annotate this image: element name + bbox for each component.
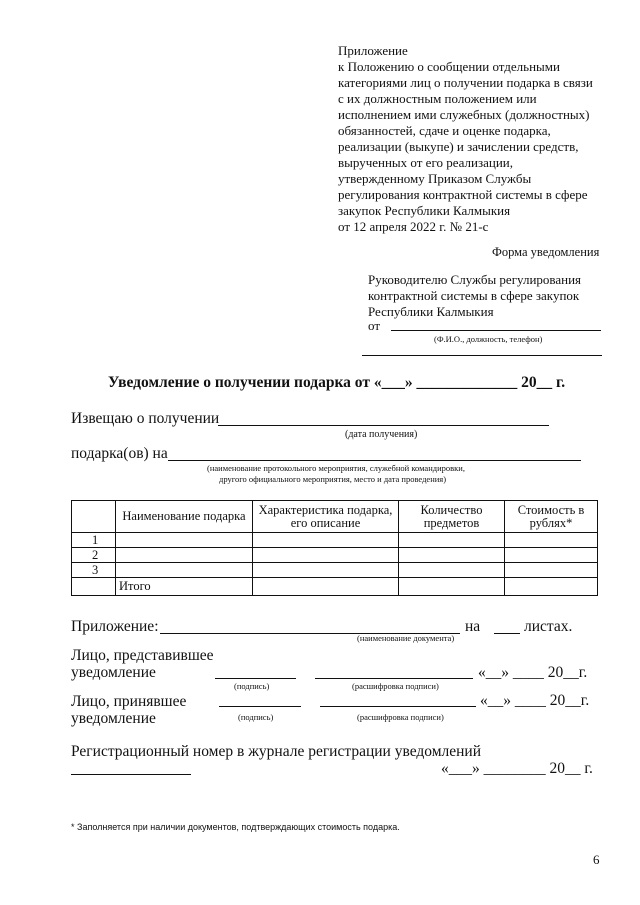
cell-empty: [399, 578, 505, 596]
cell-empty: [505, 548, 598, 563]
receiver-decode-caption: (расшифровка подписи): [357, 712, 444, 722]
date-received-line: [218, 425, 549, 426]
cell-empty: [116, 548, 253, 563]
receiver-sign-caption: (подпись): [238, 712, 274, 722]
table-total-row: [72, 578, 598, 596]
cell-empty: [253, 533, 399, 548]
appendix-line: категориями лиц о получении подарка в связи: [338, 75, 593, 90]
appendix-line: закупок Республики Калмыкия: [338, 203, 511, 218]
presenter-decode-line: [315, 678, 473, 679]
form-label: Форма уведомления: [492, 245, 600, 259]
appendix-line: от 12 апреля 2022 г. № 21-с: [338, 219, 489, 234]
appendix-line: исполнением ими служебных (должностных): [338, 107, 590, 122]
cell-empty: [505, 533, 598, 548]
receiver-label-2: уведомление: [71, 710, 156, 727]
appendix-line: реализации (выкупе) и зачислении средств,: [338, 139, 579, 154]
presenter-sign-caption: (подпись): [234, 681, 270, 691]
appendix-line: с их должностным положением или: [338, 91, 537, 106]
from-caption: (Ф.И.О., должность, телефон): [434, 334, 543, 344]
presenter-sign-line: [215, 678, 296, 679]
receiver-date: «__» ____ 20__г.: [480, 692, 590, 709]
appendix-line: утвержденному Приказом Службы: [338, 171, 532, 186]
presenter-date: «__» ____ 20__г.: [478, 664, 588, 681]
document-title: Уведомление о получении подарка от «___» _____________ 20__ г.: [108, 374, 566, 391]
header-cost: Стоимость в рублях*: [505, 501, 598, 533]
appendix-line: вырученных от его реализации,: [338, 155, 513, 170]
event-line: [168, 460, 581, 461]
from-field-line: [391, 330, 601, 331]
row-number: 3: [72, 563, 116, 578]
from-extra-line: [362, 355, 602, 356]
table-row: [72, 548, 598, 563]
cell-empty: [399, 563, 505, 578]
cell-empty: [505, 563, 598, 578]
gifts-table: [71, 500, 598, 596]
receiver-label-1: Лицо, принявшее: [71, 693, 187, 710]
table-row: [72, 533, 598, 548]
attachment-label: Приложение:: [71, 618, 159, 635]
cell-empty: [253, 563, 399, 578]
header-number: [72, 501, 116, 533]
registration-number-line: [71, 774, 191, 775]
cell-empty: [505, 578, 598, 596]
gift-label: подарка(ов) на: [71, 445, 168, 462]
registration-date: «___» ________ 20__ г.: [441, 760, 593, 777]
registration-label: Регистрационный номер в журнале регистрации уведомлений: [71, 743, 482, 760]
addressee-line: контрактной системы в сфере закупок: [368, 288, 580, 303]
table-header-row: [72, 501, 598, 533]
total-label: Итого: [116, 578, 253, 596]
addressee-line: Руководителю Службы регулирования: [368, 272, 582, 287]
cell-empty: [253, 548, 399, 563]
cell-empty: [116, 563, 253, 578]
presenter-decode-caption: (расшифровка подписи): [352, 681, 439, 691]
addressee-block: [368, 272, 581, 320]
attachment-caption: (наименование документа): [357, 633, 455, 643]
cell-empty: [399, 533, 505, 548]
presenter-label-1: Лицо, представившее: [71, 647, 214, 664]
presenter-label-2: уведомление: [71, 664, 156, 681]
header-quantity: Количество предметов: [399, 501, 505, 533]
appendix-line: обязанностей, сдаче и оценке подарка,: [338, 123, 551, 138]
appendix-line: Приложение: [338, 43, 408, 58]
attachment-on-label: на: [465, 618, 481, 635]
page-number: 6: [593, 852, 600, 867]
appendix-header: [338, 43, 593, 235]
event-caption-2: другого официального мероприятия, место и дата проведения): [219, 474, 447, 484]
header-gift-name: Наименование подарка: [116, 501, 253, 533]
from-label: от: [368, 318, 381, 333]
event-caption-1: (наименование протокольного мероприятия, служебной командировки,: [207, 463, 465, 473]
cell-empty: [72, 578, 116, 596]
cell-empty: [253, 578, 399, 596]
receiver-sign-line: [219, 706, 301, 707]
cell-empty: [399, 548, 505, 563]
row-number: 2: [72, 548, 116, 563]
table-row: [72, 563, 598, 578]
addressee-line: Республики Калмыкия: [368, 304, 494, 319]
header-gift-description: Характеристика подарка, его описание: [253, 501, 399, 533]
footnote: * Заполняется при наличии документов, подтверждающих стоимость подарка.: [71, 822, 400, 832]
attachment-sheets-line: [494, 633, 520, 634]
appendix-line: к Положению о сообщении отдельными: [338, 59, 560, 74]
attachment-sheets-label: листах.: [524, 618, 573, 635]
appendix-line: регулирования контрактной системы в сфере: [338, 187, 588, 202]
cell-empty: [116, 533, 253, 548]
notify-label: Извещаю о получении: [71, 410, 220, 427]
row-number: 1: [72, 533, 116, 548]
receiver-decode-line: [320, 706, 476, 707]
date-caption: (дата получения): [345, 429, 418, 440]
